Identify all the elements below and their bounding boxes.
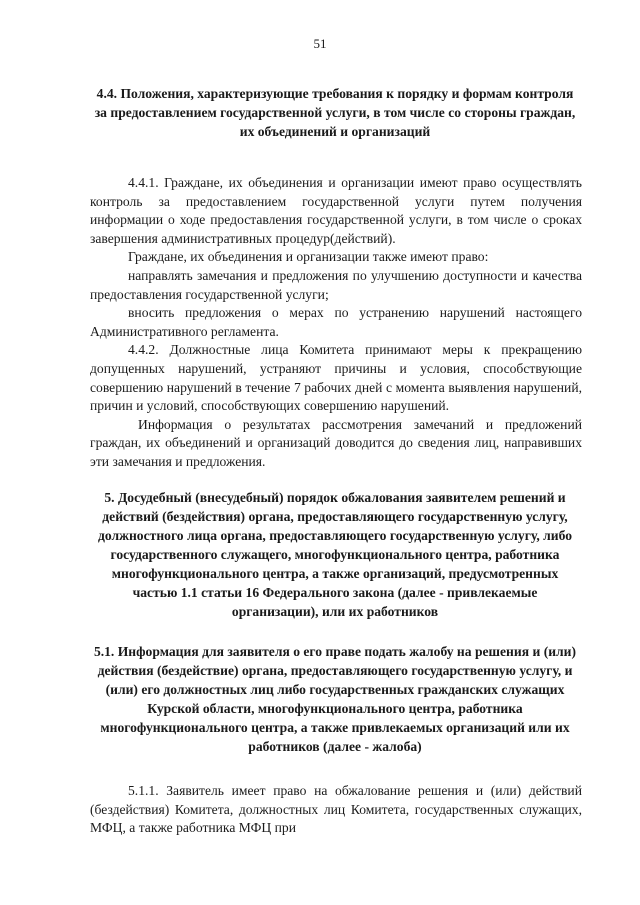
paragraph-right-remarks: направлять замечания и предложения по улучшению доступности и качества предоставления государственной услуги; bbox=[90, 267, 582, 302]
section-5-heading: 5. Досудебный (внесудебный) порядок обжалования заявителем решений и действий (бездействия) органа, предоставляющего государственную услугу, должностного лица органа, предоставляющего государственную услугу, либо государственного служащего, многофункционального центра, работника многофункционального центра, а также организаций, предусмотренных частью 1.1 статьи 16 Федерального закона (далее - привлекаемые организации), или их работников bbox=[98, 490, 572, 619]
section-4-4-body bbox=[90, 174, 582, 472]
paragraph-5-1-1: 5.1.1. Заявитель имеет право на обжалование решения и (или) действий (бездействия) Комитета, должностных лиц Комитета, государственных служащих, МФЦ, а также работника МФЦ при bbox=[90, 783, 582, 836]
paragraph-results-info: Информация о результатах рассмотрения замечаний и предложений граждан, их объединений и организаций доводится до сведения лиц, направивших эти замечания и предложения. bbox=[90, 416, 582, 469]
paragraph-right-proposals: вносить предложения о мерах по устранению нарушений настоящего Административного регламента. bbox=[90, 305, 582, 339]
section-5-1-heading: 5.1. Информация для заявителя о его праве подать жалобу на решения и (или) действия (бездействие) органа, предоставляющего государственную услугу, и (или) его должностных лиц либо государственных гражданских служащих Курской области, многофункционального центра, работника многофункционального центра, а также привлекаемых организаций или их работников (далее - жалоба) bbox=[93, 644, 577, 754]
paragraph-4-4-2: 4.4.2. Должностные лица Комитета принимают меры к прекращению допущенных нарушений, устраняют причины и условия, способствующие совершению нарушений в течение 7 рабочих дней с момента выявления нарушений, причин и условий, способствующих совершению нарушений. bbox=[90, 342, 582, 414]
section-5-1-body bbox=[90, 782, 582, 838]
page-number: 51 bbox=[313, 36, 327, 51]
paragraph-rights-intro: Граждане, их объединения и организации также имеют право: bbox=[128, 249, 489, 265]
paragraph-4-4-1: 4.4.1. Граждане, их объединения и организации имеют право осуществлять контроль за предоставлением государственной услуги путем получения информации о ходе предоставления государственной услуги, в том числе о сроках завершения административных процедур(действий). bbox=[90, 175, 582, 246]
section-4-4-heading: 4.4. Положения, характеризующие требования к порядку и формам контроля за предоставлением государственной услуги, в том числе со стороны граждан, их объединений и организаций bbox=[94, 86, 576, 139]
